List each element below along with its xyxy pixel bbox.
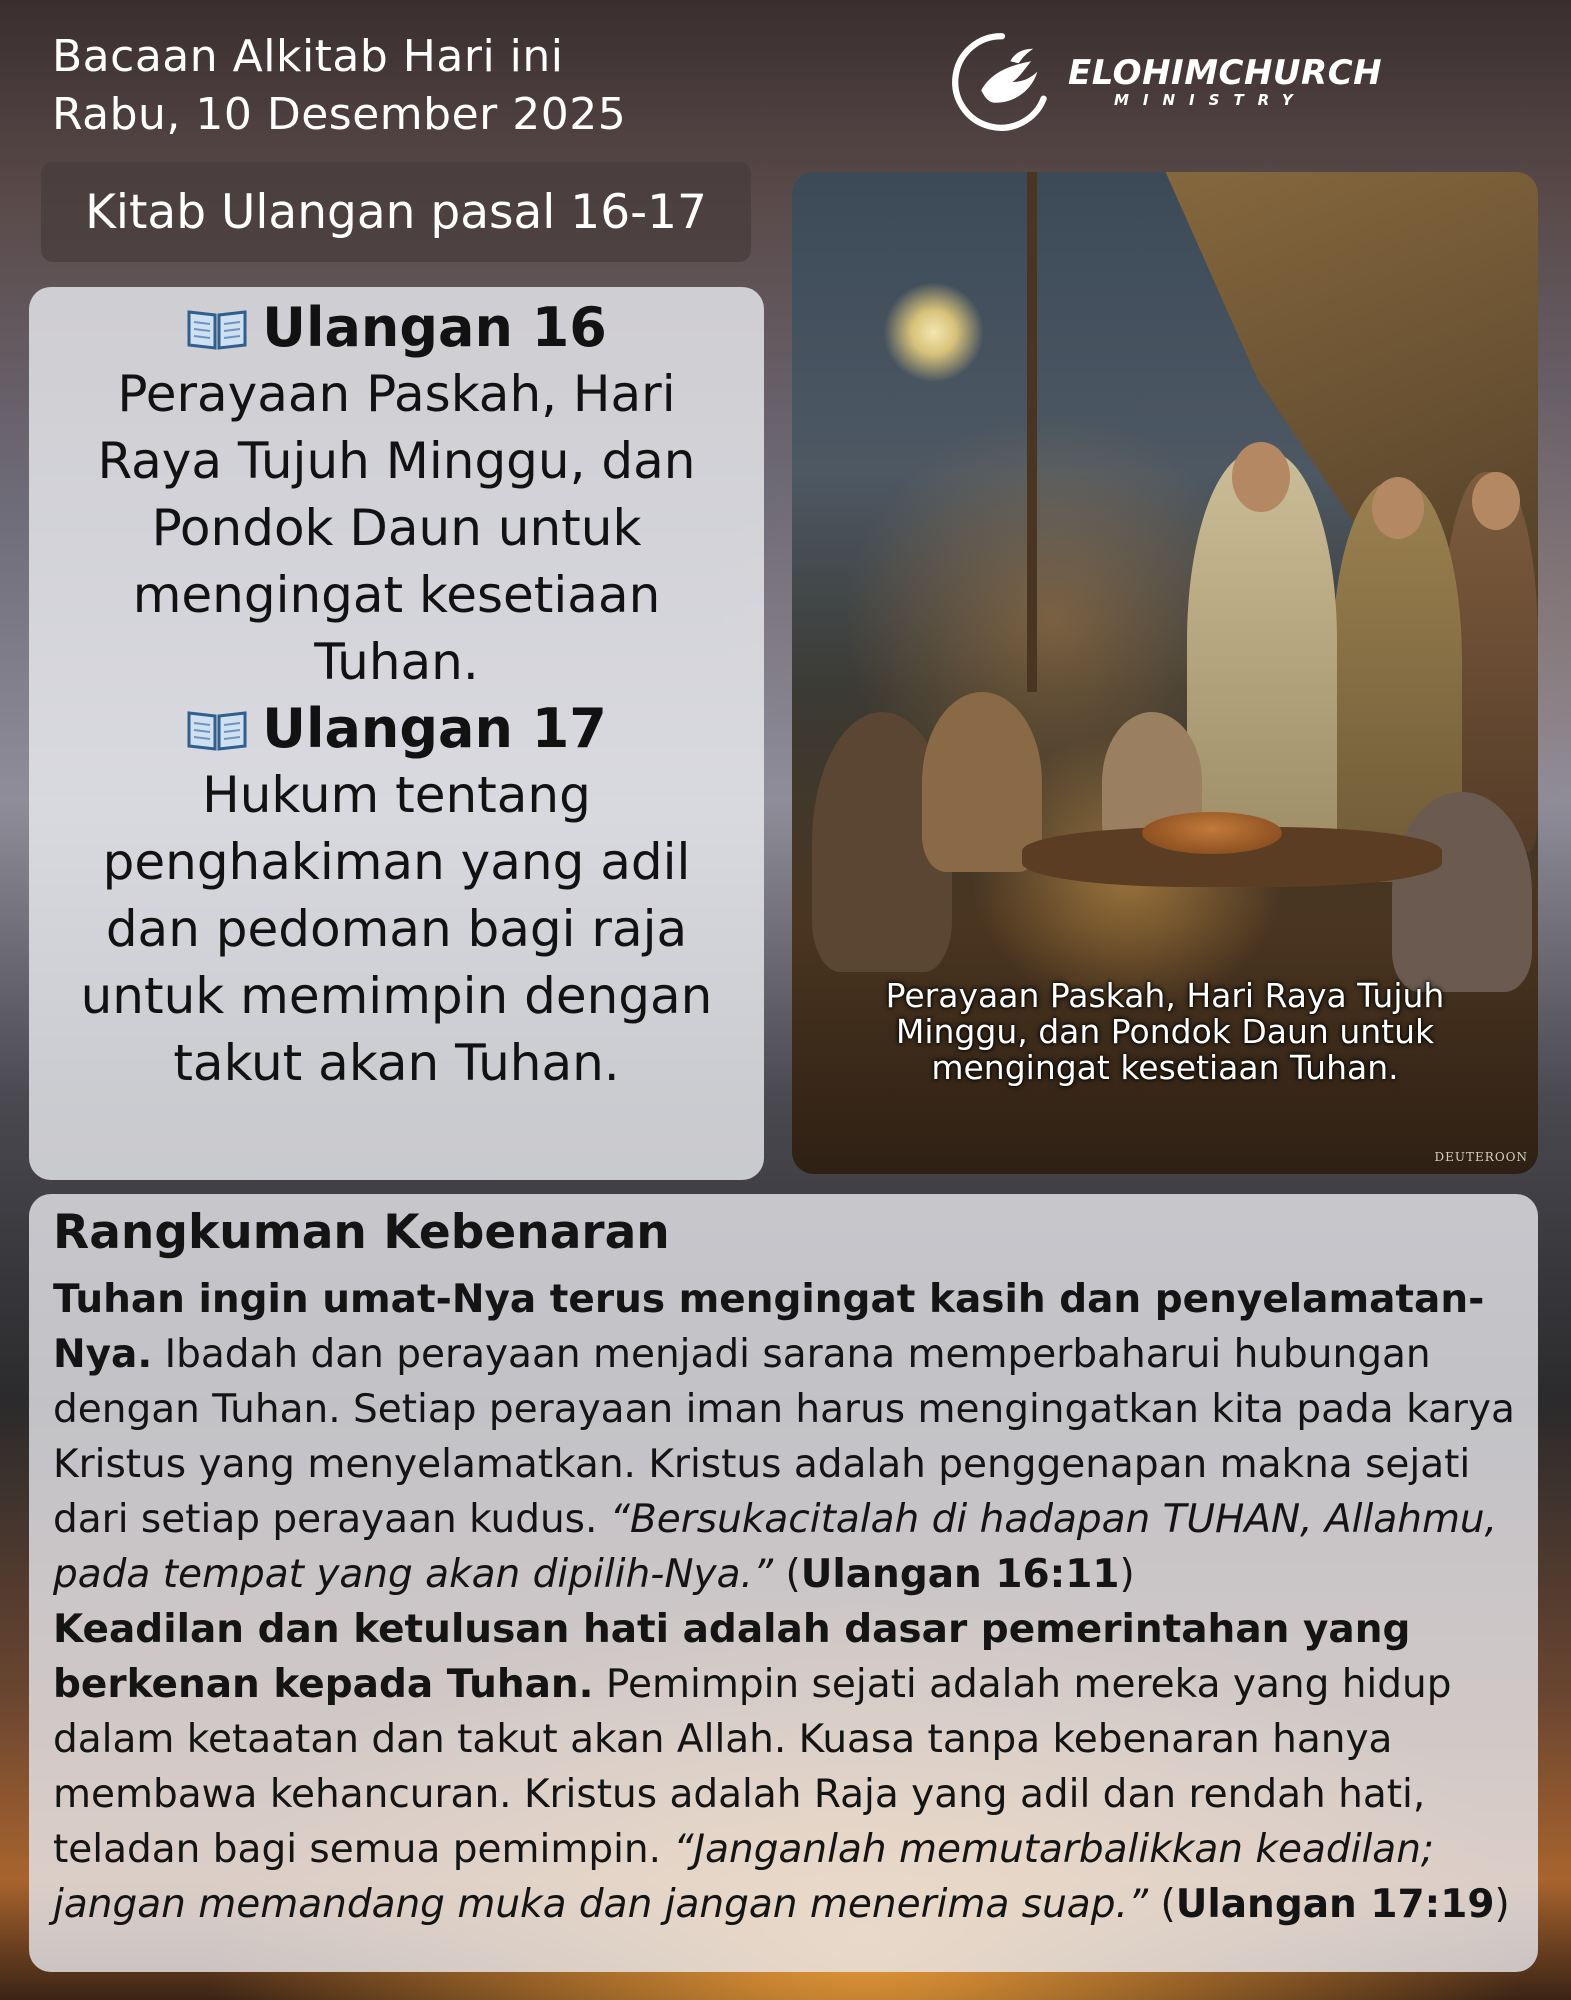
reference-close: ) [1119,1552,1135,1597]
head-shape [1372,477,1424,539]
scripture-quote: “Bersukacitalah di hadapan TUHAN, Allahmu, pada tempat yang akan dipilih-Nya.” [53,1497,1498,1597]
paragraph-lead: Tuhan ingin umat-Nya terus mengingat kasih dan penyelamatan-Nya. [53,1277,1485,1377]
open-book-icon [186,707,248,751]
chapter-title: Ulangan 16 [262,296,607,359]
paragraph-lead: Keadilan dan ketulusan hati adalah dasar pemerintahan yang berkenan kepada Tuhan. [53,1607,1411,1707]
reference-open: ( [773,1552,801,1597]
crowd-shape [922,692,1042,872]
scripture-reference: Ulangan 16:11 [800,1552,1120,1597]
crowd-shape [1392,792,1532,992]
tent-pole [1027,172,1037,692]
head-shape [1232,442,1290,512]
header-line-1: Bacaan Alkitab Hari ini [52,31,564,82]
scripture-quote: “Janganlah memutarbalikkan keadilan; jangan memandang muka dan jangan menerima suap.” [53,1827,1435,1927]
scripture-reference: Ulangan 17:19 [1175,1882,1495,1927]
header-title [52,28,626,144]
illustration-watermark: DEUTEROON [1434,1150,1528,1164]
logo-subtitle: MINISTRY [1114,91,1307,109]
summary-panel [29,1194,1538,1972]
chapter-description: Hukum tentang penghakiman yang adil dan pedoman bagi raja untuk memimpin dengan takut akan Tuhan. [80,766,713,1092]
passover-illustration [792,172,1538,1174]
food-shape [1142,812,1282,854]
summary-title: Rangkuman Kebenaran [53,1205,670,1260]
chapter-description: Perayaan Paskah, Hari Raya Tujuh Minggu, dan Pondok Daun untuk mengingat kesetiaan Tuhan. [97,365,696,691]
church-logo [950,30,1382,134]
reference-close: ) [1494,1882,1510,1927]
head-shape [1472,472,1520,530]
header-date: Rabu, 10 Desember 2025 [52,89,627,140]
dove-logo-icon [950,30,1054,134]
figure-shape [1187,452,1337,872]
chapter-heading-17 [29,696,764,762]
book-banner: Kitab Ulangan pasal 16-17 [41,162,751,262]
chapter-title: Ulangan 17 [262,697,607,760]
chapters-panel [29,287,764,1180]
summary-paragraph [53,1602,1516,1932]
open-book-icon [186,306,248,350]
reference-open: ( [1148,1882,1176,1927]
paragraph-body: Pemimpin sejati adalah mereka yang hidup dalam ketaatan dan takut akan Allah. Kuasa tanpa kebenaran hanya membawa kehancuran. Kristus adalah Raja yang adil dan rendah hati, teladan bagi semua pemimpin. [53,1662,1452,1872]
chapter-heading-16 [29,295,764,361]
illustration-caption: Perayaan Paskah, Hari Raya Tujuh Minggu, dan Pondok Daun untuk mengingat kesetiaan Tuhan. [885,976,1445,1087]
paragraph-body: Ibadah dan perayaan menjadi sarana memperbaharui hubungan dengan Tuhan. Setiap perayaan iman harus mengingatkan kita pada karya Kristus yang menyelamatkan. Kristus adalah penggenapan makna sejati dari setiap perayaan kudus. [53,1332,1515,1542]
summary-paragraph [53,1272,1516,1602]
logo-name: ELOHIMCHURCH [1068,53,1383,93]
